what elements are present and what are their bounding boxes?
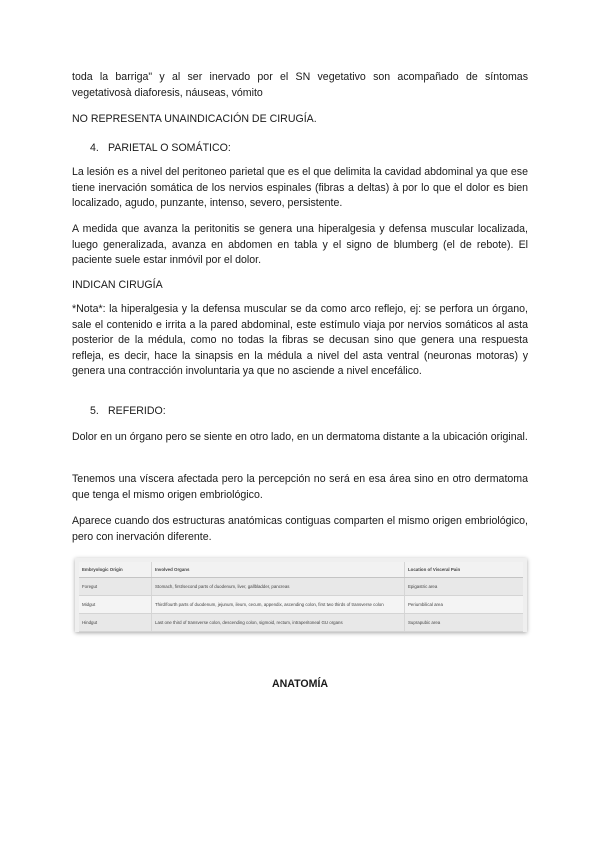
list-number-5: 5. <box>90 405 99 417</box>
table-header-organs: Involved Organs <box>152 562 405 578</box>
table-cell: Third/fourth parts of duodenum, jejunum, ileum, cecum, appendix, ascending colon, first two thirds of transverse colon <box>152 596 405 614</box>
embryologic-origin-table <box>79 562 523 632</box>
table-cell: Periumbilical area <box>405 596 524 614</box>
table-cell: Last one third of transverse colon, descending colon, sigmoid, rectum, intraperitoneal GU organs <box>152 614 405 632</box>
paragraph-referred-pain: Dolor en un órgano pero se siente en otro lado, en un dermatoma distante a la ubicación original. <box>72 431 528 443</box>
table-cell: Hindgut <box>79 614 152 632</box>
list-label-referido: REFERIDO: <box>108 405 166 417</box>
table-row <box>79 578 523 596</box>
list-number-4: 4. <box>90 142 99 154</box>
table-cell: Foregut <box>79 578 152 596</box>
table-row <box>79 596 523 614</box>
table-cell: Stomach, first/second parts of duodenum, liver, gallbladder, pancreas <box>152 578 405 596</box>
paragraph-vegetative-symptoms: toda la barriga" y al ser inervado por el SN vegetativo son acompañado de síntomas vegetativosà diaforesis, náuseas, vómito <box>72 71 528 99</box>
paragraph-indican-cirugia: INDICAN CIRUGÍA <box>72 279 163 291</box>
list-item-parietal <box>90 141 231 156</box>
table-cell: Epigastric area <box>405 578 524 596</box>
paragraph-no-surgery: NO REPRESENTA UNAINDICACIÓN DE CIRUGÍA. <box>72 113 317 125</box>
paragraph-nota: *Nota*: la hiperalgesia y la defensa muscular se da como arco reflejo, ej: se perfora un órgano, sale el contenido e irrita a la pared abdominal, este estímulo viaja por nervios somáticos al asta posterior de la médula, como no todas la fibras se decusan sino que genera una respuesta refleja, es decir, hace la sinapsis en la médula a nivel del asta ventral (neuronas motoras) y genera una contracción involuntaria ya que no asciende a nivel encefálico. <box>72 303 528 378</box>
paragraph-peritonitis: A medida que avanza la peritonitis se genera una hiperalgesia y defensa muscular localizada, luego generalizada, avanza en abdomen en tabla y el signo de blumberg (el de rebote). El paciente suele estar inmóvil por el dolor. <box>72 223 528 267</box>
table-header-origin: Embryologic Origin <box>79 562 152 578</box>
paragraph-contiguous-structures: Aparece cuando dos estructuras anatómicas contiguas comparten el mismo origen embriológico, pero con inervación diferente. <box>72 515 528 543</box>
table-cell: Midgut <box>79 596 152 614</box>
list-item-referido <box>90 404 166 419</box>
table-header-row <box>79 562 523 578</box>
section-heading-anatomia: ANATOMÍA <box>271 678 329 690</box>
table-cell: Suprapubic area <box>405 614 524 632</box>
embryologic-origin-table-image <box>75 558 527 632</box>
table-header-location: Location of Visceral Pain <box>405 562 524 578</box>
list-label-parietal: PARIETAL O SOMÁTICO: <box>108 142 231 154</box>
paragraph-parietal-lesion: La lesión es a nivel del peritoneo parietal que es el que delimita la cavidad abdominal ya que ese tiene inervación somática de los nervios espinales (fibras a deltas) à por lo que el dolor es bien localizado, agudo, punzante, intenso, severo, persistente. <box>72 166 528 210</box>
paragraph-viscera-affected: Tenemos una víscera afectada pero la percepción no será en esa área sino en otro dermatoma que tenga el mismo origen embriológico. <box>72 473 528 501</box>
table-row <box>79 614 523 632</box>
